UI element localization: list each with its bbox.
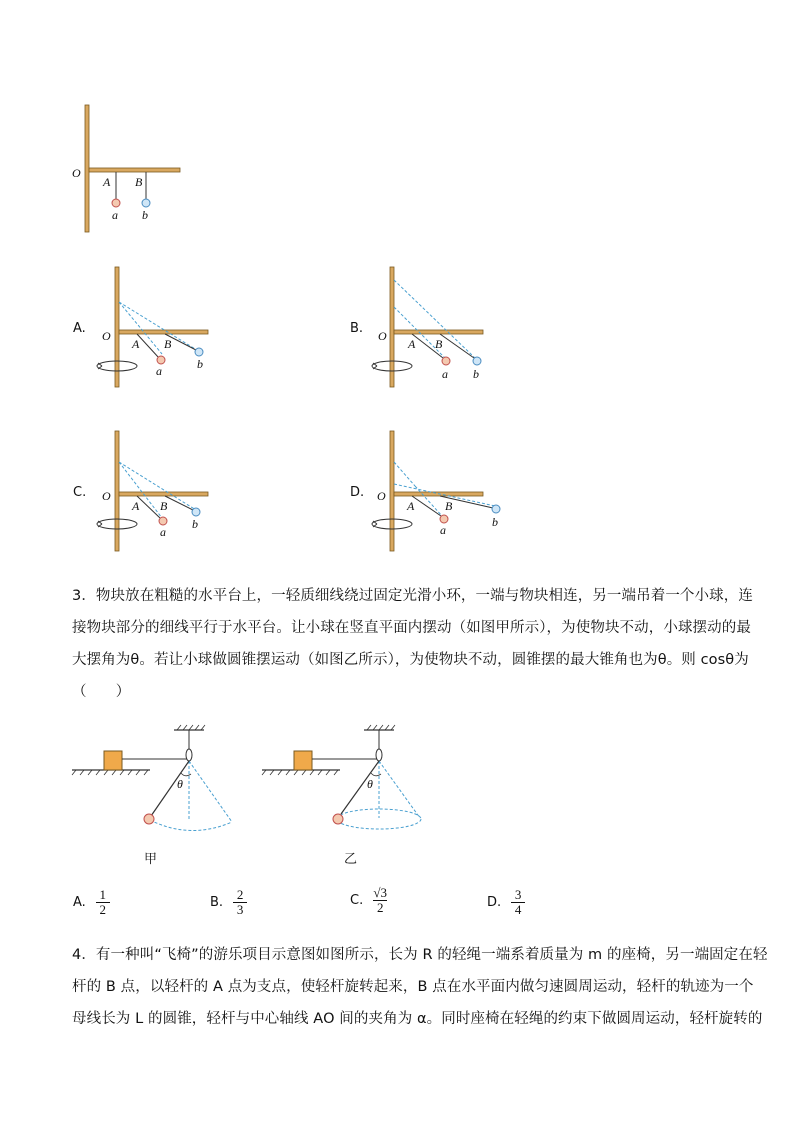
figure-option-a — [90, 262, 220, 390]
q3-option-a[interactable] — [73, 888, 110, 917]
q3-option-a-label: A. — [73, 895, 86, 910]
fraction — [511, 888, 525, 917]
label-b: b — [492, 515, 498, 529]
option-d-label: D. — [350, 485, 365, 500]
label-O: O — [377, 489, 386, 503]
label-b: b — [473, 367, 479, 381]
figure-top — [60, 95, 200, 240]
q3-line4: （ ） — [72, 684, 131, 700]
numerator: 3 — [514, 887, 522, 902]
theta-label: θ — [367, 777, 373, 791]
label-O: O — [378, 329, 387, 343]
q3-option-d[interactable] — [487, 888, 525, 917]
caption-yi: 乙 — [344, 852, 358, 867]
label-a: a — [440, 523, 446, 537]
label-O: O — [102, 489, 111, 503]
caption-jia: 甲 — [144, 852, 158, 867]
label-B: B — [445, 499, 453, 513]
label-a: a — [442, 367, 448, 381]
q4-line2: 杆的 B 点，以轻杆的 A 点为支点，使轻杆旋转起来，B 点在水平面内做匀速圆周运动，轻杆的轨迹为一个 — [72, 979, 754, 995]
label-a: a — [160, 525, 166, 539]
fraction — [373, 886, 387, 915]
denominator: 4 — [514, 902, 522, 917]
option-b-label: B. — [350, 321, 364, 336]
label-b: b — [142, 208, 148, 222]
label-b: b — [197, 357, 203, 371]
label-A: A — [407, 499, 415, 513]
label-B: B — [435, 337, 443, 351]
q3-line1: 3．物块放在粗糙的水平台上，一轻质细线绕过固定光滑小环，一端与物块相连，另一端吊着一个小球，连 — [72, 588, 753, 604]
q3-option-d-label: D. — [487, 895, 502, 910]
denominator: 3 — [236, 902, 244, 917]
figure-jia — [70, 722, 250, 840]
numerator: 2 — [236, 887, 244, 902]
figure-option-b — [365, 262, 495, 390]
label-a: a — [112, 208, 118, 222]
q3-option-c-label: C. — [350, 893, 364, 908]
label-O: O — [72, 166, 81, 180]
fraction — [96, 888, 110, 917]
q3-option-c[interactable] — [350, 886, 387, 915]
label-A: A — [132, 337, 140, 351]
label-a: a — [156, 364, 162, 378]
q3-option-b-label: B. — [210, 895, 224, 910]
q4-line3: 母线长为 L 的圆锥，轻杆与中心轴线 AO 间的夹角为 α。同时座椅在轻绳的约束下做圆周运动，轻杆旋转的 — [72, 1011, 763, 1027]
numerator: 1 — [99, 887, 107, 902]
figure-option-d — [365, 426, 505, 554]
label-B: B — [135, 175, 143, 189]
label-O: O — [102, 329, 111, 343]
label-B: B — [160, 499, 168, 513]
q3-line3: 大摆角为θ。若让小球做圆锥摆运动（如图乙所示），为使物块不动，圆锥摆的最大锥角也为θ。则 cosθ为 — [72, 652, 749, 668]
option-a-label: A. — [73, 321, 86, 336]
theta-label: θ — [177, 777, 183, 791]
fraction — [233, 888, 247, 917]
figure-yi — [260, 722, 440, 840]
figure-option-c — [90, 426, 220, 554]
denominator: 2 — [99, 902, 107, 917]
label-A: A — [132, 499, 140, 513]
label-B: B — [164, 337, 172, 351]
denominator: 2 — [376, 900, 384, 915]
label-b: b — [192, 517, 198, 531]
label-A: A — [408, 337, 416, 351]
q3-option-b[interactable] — [210, 888, 247, 917]
numerator: √3 — [373, 885, 388, 900]
label-A: A — [103, 175, 111, 189]
option-c-label: C. — [73, 485, 87, 500]
q4-line1: 4．有一种叫“飞椅”的游乐项目示意图如图所示，长为 R 的轻绳一端系着质量为 m 的座椅，另一端固定在轻 — [72, 947, 768, 963]
q3-line2: 接物块部分的细线平行于水平台。让小球在竖直平面内摆动（如图甲所示），为使物块不动，小球摆动的最 — [72, 620, 751, 636]
